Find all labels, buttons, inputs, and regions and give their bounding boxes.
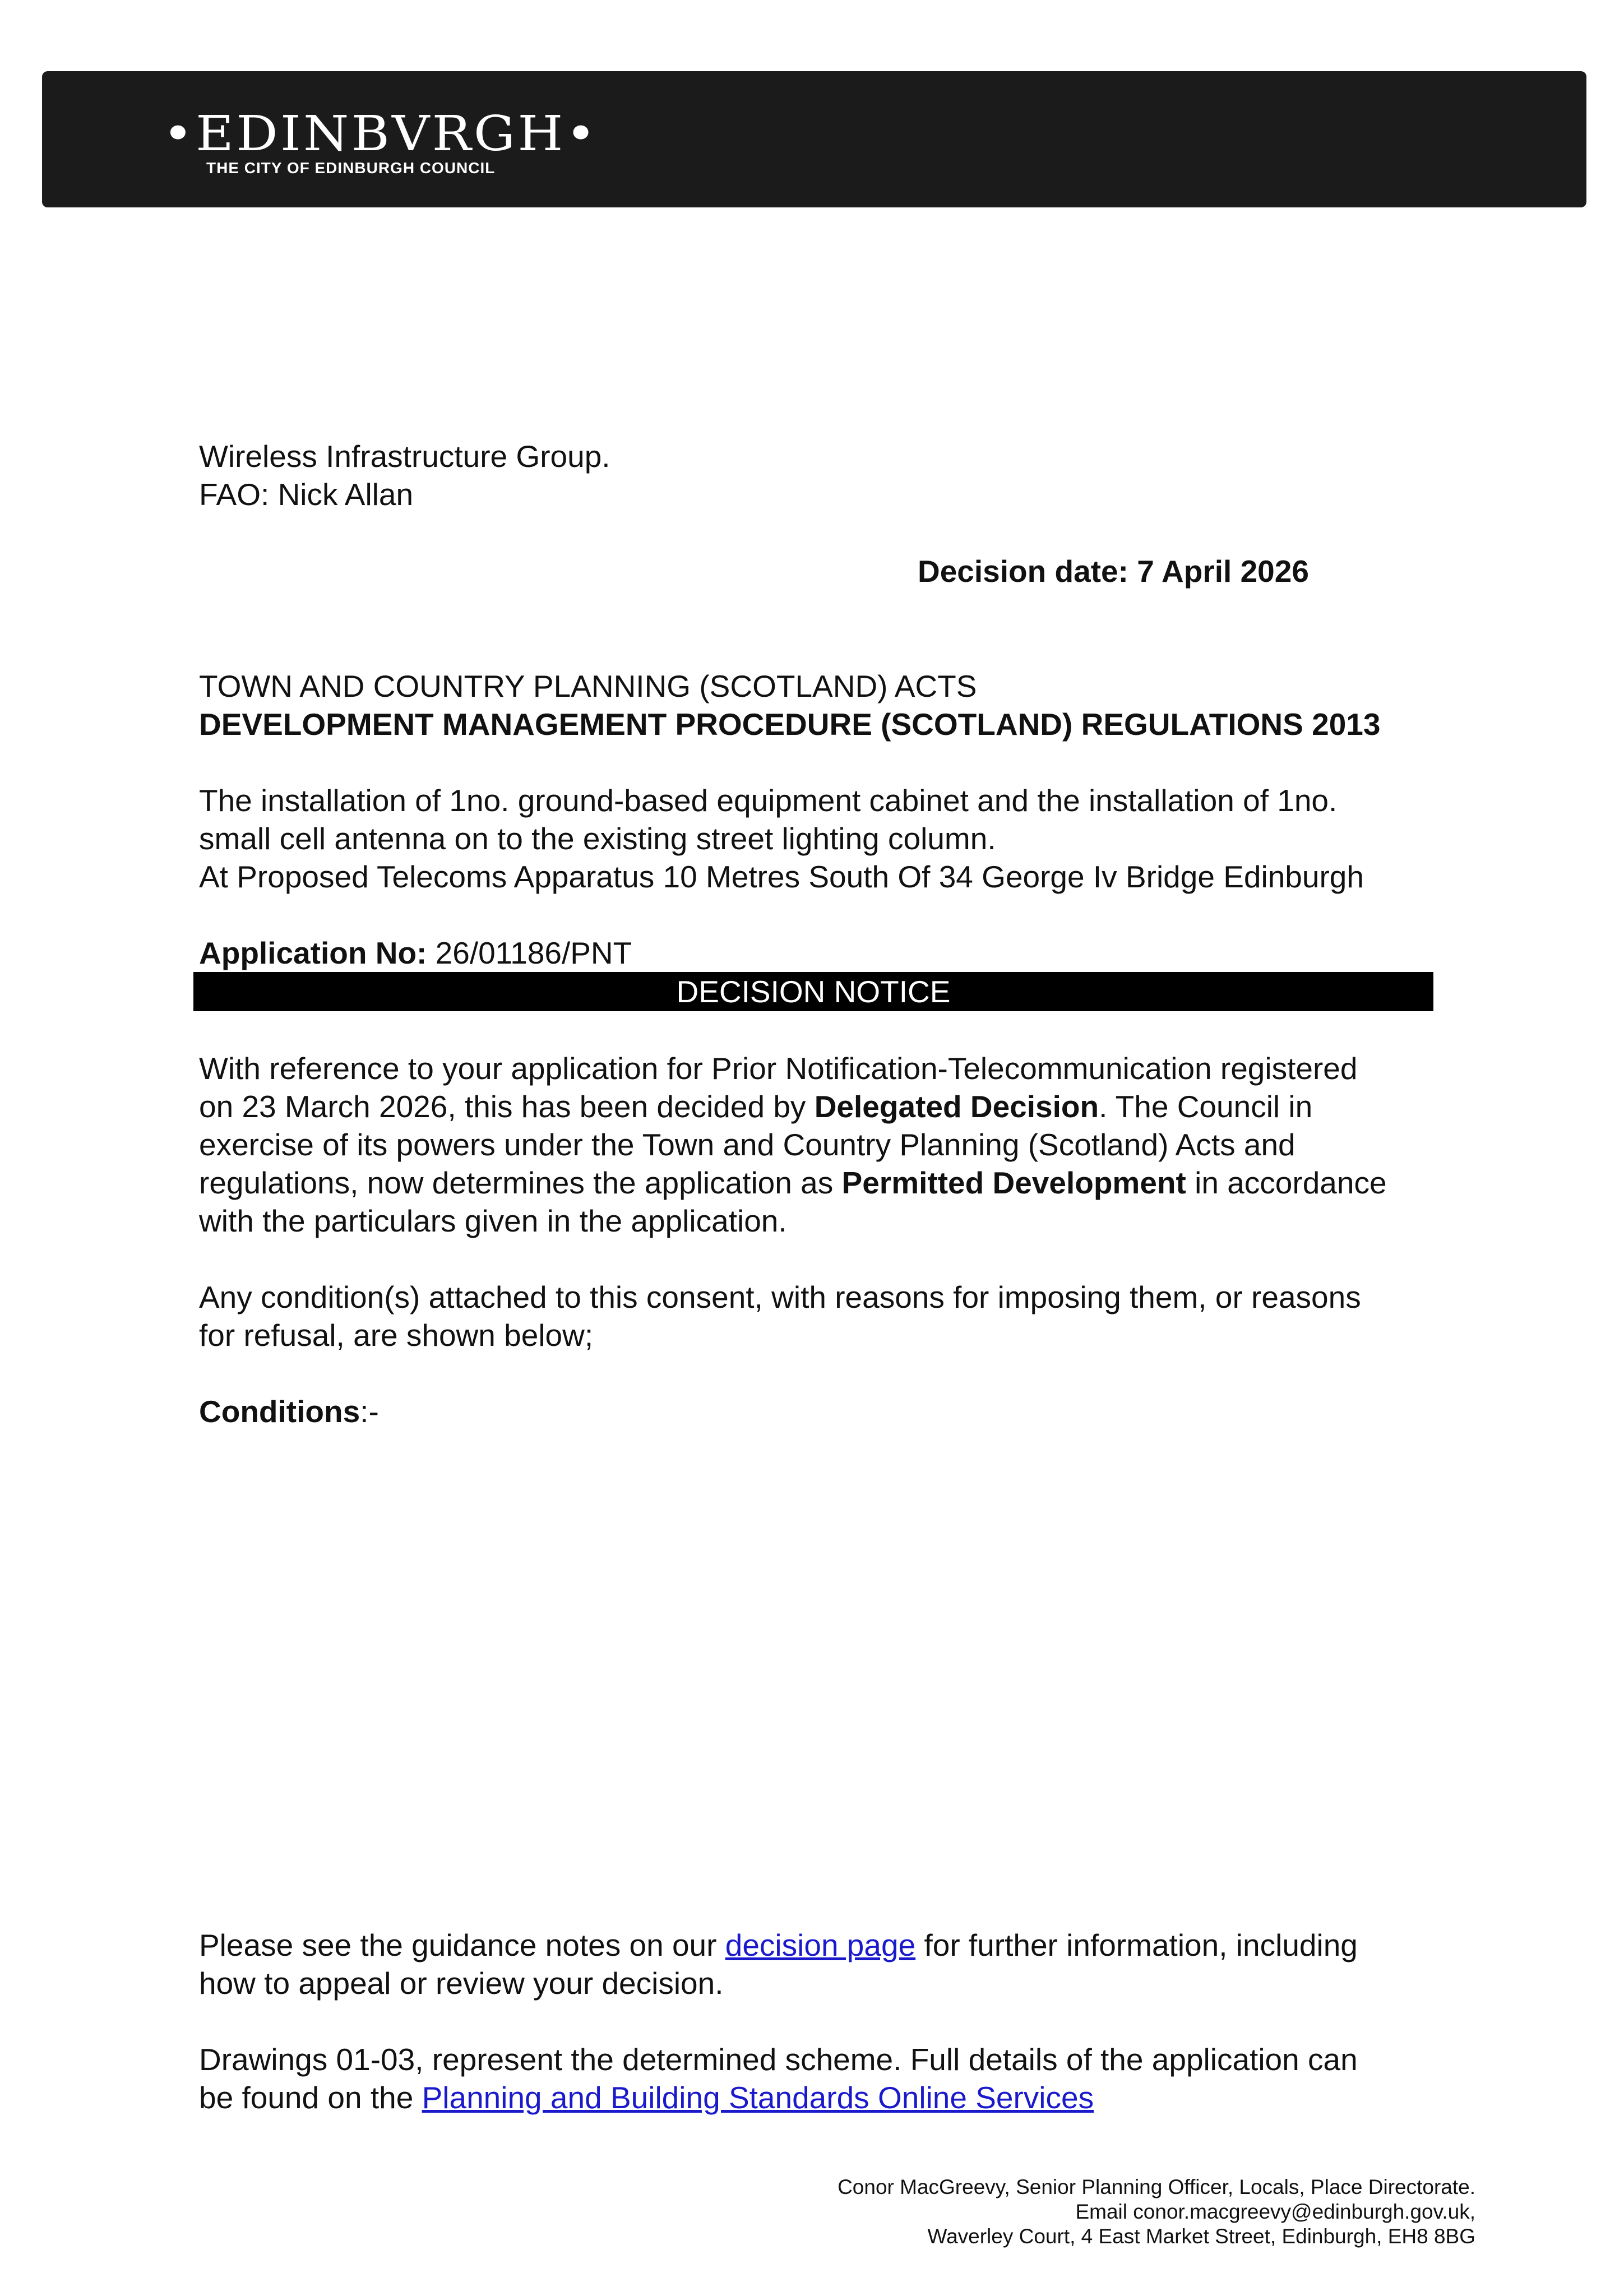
decision-para-line-1: With reference to your application for Prior Notification-Telecommunication registered bbox=[199, 1051, 1358, 1086]
footer-officer: Conor MacGreevy, Senior Planning Officer, Locals, Place Directorate. bbox=[838, 2175, 1475, 2198]
guidance-text: Please see the guidance notes on our bbox=[199, 1928, 725, 1962]
decision-page-link[interactable]: decision page bbox=[725, 1928, 916, 1962]
decision-date: Decision date: 7 April 2026 bbox=[918, 554, 1309, 589]
conditions-label: Conditions bbox=[199, 1394, 360, 1429]
regulations-heading: DEVELOPMENT MANAGEMENT PROCEDURE (SCOTLAND) REGULATIONS 2013 bbox=[199, 707, 1381, 742]
conditions-suffix: :- bbox=[360, 1394, 379, 1429]
drawings-para-line-2 bbox=[199, 2079, 1094, 2117]
logo-subtitle: THE CITY OF EDINBURGH COUNCIL bbox=[206, 159, 496, 177]
guidance-para-line-1 bbox=[199, 1926, 1358, 1964]
header-banner bbox=[42, 71, 1586, 207]
decision-para-text: on 23 March 2026, this has been decided by bbox=[199, 1089, 815, 1124]
decision-para-text: in accordance bbox=[1186, 1165, 1387, 1200]
officer-contact-footer bbox=[838, 2175, 1475, 2249]
guidance-text: for further information, including bbox=[915, 1928, 1358, 1962]
decision-para-line-4 bbox=[199, 1164, 1387, 1202]
decision-para-line-5: with the particulars given in the application. bbox=[199, 1203, 787, 1238]
conditions-para-line-2: for refusal, are shown below; bbox=[199, 1318, 594, 1353]
decision-para-line-3: exercise of its powers under the Town and Country Planning (Scotland) Acts and bbox=[199, 1127, 1296, 1162]
application-number-value: 26/01186/PNT bbox=[435, 936, 632, 970]
logo-wordmark: •EDINBVRGH• bbox=[163, 106, 599, 162]
decision-para-line-2 bbox=[199, 1087, 1312, 1126]
drawings-text: be found on the bbox=[199, 2080, 422, 2115]
delegated-decision-text: Delegated Decision bbox=[814, 1089, 1099, 1124]
proposal-site-address: At Proposed Telecoms Apparatus 10 Metres South Of 34 George Iv Bridge Edinburgh bbox=[199, 859, 1364, 894]
proposal-line-2: small cell antenna on to the existing street lighting column. bbox=[199, 821, 996, 856]
conditions-heading bbox=[199, 1392, 379, 1431]
proposal-line-1: The installation of 1no. ground-based equipment cabinet and the installation of 1no. bbox=[199, 783, 1338, 818]
acts-heading: TOWN AND COUNTRY PLANNING (SCOTLAND) ACTS bbox=[199, 669, 977, 703]
application-number bbox=[199, 934, 632, 972]
addressee-line-1: Wireless Infrastructure Group. bbox=[199, 439, 610, 474]
guidance-para-line-2: how to appeal or review your decision. bbox=[199, 1966, 724, 2001]
addressee-line-2: FAO: Nick Allan bbox=[199, 477, 414, 512]
decision-notice-banner bbox=[193, 972, 1433, 1011]
drawings-para-line-1: Drawings 01-03, represent the determined scheme. Full details of the application can bbox=[199, 2042, 1358, 2077]
decision-notice-title: DECISION NOTICE bbox=[676, 974, 951, 1009]
footer-email: Email conor.macgreevy@edinburgh.gov.uk, bbox=[1075, 2200, 1475, 2223]
decision-para-text: . The Council in bbox=[1099, 1089, 1313, 1124]
footer-address: Waverley Court, 4 East Market Street, Edinburgh, EH8 8BG bbox=[927, 2225, 1475, 2248]
application-number-label: Application No: bbox=[199, 936, 427, 970]
permitted-development-text: Permitted Development bbox=[841, 1165, 1186, 1200]
decision-para-text: regulations, now determines the application as bbox=[199, 1165, 842, 1200]
edinburgh-council-logo bbox=[163, 106, 599, 177]
online-services-link[interactable]: Planning and Building Standards Online Services bbox=[422, 2080, 1094, 2115]
conditions-para-line-1: Any condition(s) attached to this consent, with reasons for imposing them, or reasons bbox=[199, 1280, 1361, 1314]
